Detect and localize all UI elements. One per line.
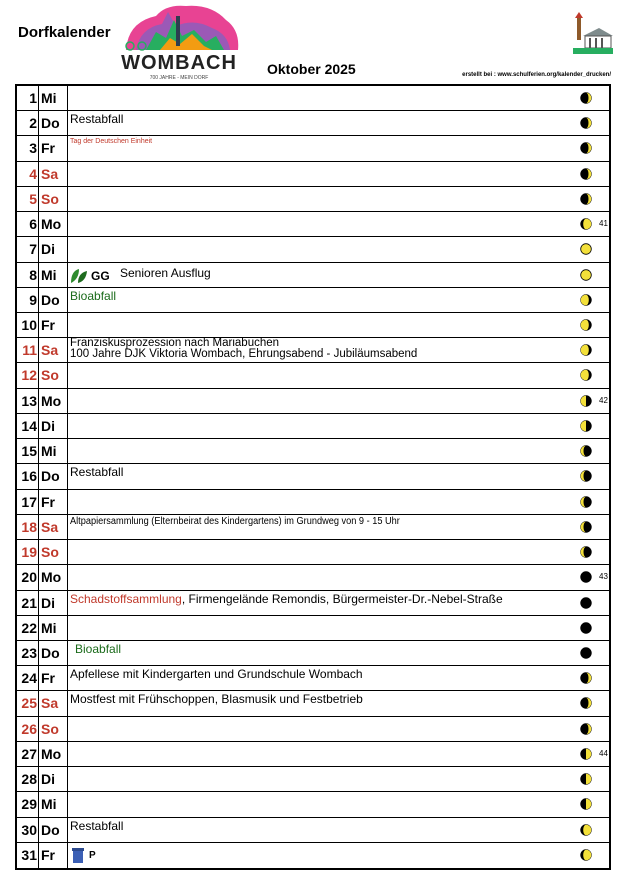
event-text: , Firmengelände Remondis, Bürgermeister-Dr.-Nebel-Straße (181, 591, 503, 606)
weekday-label: Sa (41, 165, 59, 182)
day-number: 24 (21, 670, 37, 687)
restabfall-label: Restabfall (70, 465, 124, 480)
calendar-day-row (17, 666, 609, 691)
calendar-day-row (17, 565, 609, 590)
weekday-label: Sa (41, 342, 59, 359)
calendar-day-row (17, 363, 609, 388)
calendar-day-row (17, 237, 609, 262)
day-number: 21 (21, 594, 37, 611)
weekday-label: Do (41, 291, 60, 308)
weekday-label: Sa (41, 518, 59, 535)
day-number: 4 (29, 165, 37, 182)
day-number: 5 (29, 190, 37, 207)
weekday-label: Di (41, 771, 55, 788)
weekday-label: Fr (41, 317, 55, 334)
bin-label: P (89, 849, 96, 861)
calendar-day-row (17, 111, 609, 136)
month-label: Oktober 2025 (267, 61, 356, 77)
moon-phase-icon (580, 697, 592, 709)
wombach-logo (116, 2, 242, 84)
moon-phase-icon (580, 546, 592, 558)
moon-phase-icon (580, 571, 592, 583)
moon-phase-icon (580, 395, 592, 407)
calendar-day-row (17, 414, 609, 439)
logo-tagline: 700 JAHRE - MEIN DORF (149, 75, 209, 81)
day-number: 6 (29, 216, 37, 233)
calendar-day-row (17, 515, 609, 540)
bioabfall-label: Bioabfall (70, 288, 117, 303)
calendar-title: Dorfkalender (18, 24, 111, 41)
calendar-day-row (17, 818, 609, 843)
calendar-day-row (17, 767, 609, 792)
calendar-day-row (17, 843, 609, 868)
weekday-label: Di (41, 417, 55, 434)
day-number: 16 (21, 468, 37, 485)
week-number: 41 (599, 219, 608, 229)
event-text: Senioren Ausflug (120, 265, 211, 280)
weekday-label: Fr (41, 493, 55, 510)
restabfall-label: Restabfall (70, 818, 124, 833)
moon-phase-icon (580, 849, 592, 861)
calendar-day-row (17, 641, 609, 666)
moon-phase-icon (580, 92, 592, 104)
weekday-label: Do (41, 821, 60, 838)
moon-phase-icon (580, 470, 592, 482)
calendar-day-row (17, 616, 609, 641)
weekday-label: Mi (41, 796, 57, 813)
moon-phase-icon (580, 369, 592, 381)
day-number: 15 (21, 443, 37, 460)
calendar-day-row (17, 540, 609, 565)
moon-phase-icon (580, 168, 592, 180)
event-text: Mostfest mit Frühschoppen, Blasmusik und Festbetrieb (70, 692, 363, 707)
day-number: 25 (21, 695, 37, 712)
day-number: 9 (29, 291, 37, 308)
moon-phase-icon (580, 647, 592, 659)
restabfall-label: Restabfall (70, 112, 124, 127)
day-number: 18 (21, 518, 37, 535)
weekday-label: Mo (41, 745, 62, 762)
weekday-label: Mo (41, 216, 62, 233)
weekday-label: Mo (41, 569, 62, 586)
day-number: 23 (21, 644, 37, 661)
moon-phase-icon (580, 269, 592, 281)
day-number: 13 (21, 392, 37, 409)
day-number: 28 (21, 771, 37, 788)
weekday-label: Do (41, 468, 60, 485)
day-number: 27 (21, 745, 37, 762)
moon-phase-icon (580, 117, 592, 129)
gg-label: GG (91, 268, 110, 283)
calendar-day-row (17, 717, 609, 742)
weekday-label: Di (41, 241, 55, 258)
day-number: 12 (21, 367, 37, 384)
moon-phase-icon (580, 748, 592, 760)
day-number: 29 (21, 796, 37, 813)
moon-phase-icon (580, 597, 592, 609)
weekday-label: Mi (41, 90, 57, 106)
calendar-grid (15, 84, 611, 870)
calendar-day-row (17, 136, 609, 161)
moon-phase-icon (580, 142, 592, 154)
moon-phase-icon (580, 773, 592, 785)
paper-bin-icon (72, 848, 84, 866)
weekday-label: Mi (41, 266, 57, 283)
calendar-day-row (17, 212, 609, 237)
moon-phase-icon (580, 672, 592, 684)
moon-phase-icon (580, 496, 592, 508)
weekday-label: Fr (41, 670, 55, 687)
moon-phase-icon (580, 319, 592, 331)
moon-phase-icon (580, 344, 592, 356)
moon-phase-icon (580, 243, 592, 255)
event-text: Apfellese mit Kindergarten und Grundschule Wombach (70, 667, 363, 682)
moon-phase-icon (580, 218, 592, 230)
weekday-label: Mo (41, 392, 62, 409)
moon-phase-icon (580, 193, 592, 205)
day-number: 11 (22, 342, 37, 359)
day-number: 22 (21, 619, 37, 636)
calendar-day-row (17, 162, 609, 187)
day-number: 26 (21, 720, 37, 737)
calendar-day-row (17, 591, 609, 616)
day-number: 3 (29, 140, 37, 157)
moon-phase-icon (580, 622, 592, 634)
day-number: 19 (21, 544, 37, 561)
weekday-label: Fr (41, 846, 55, 863)
day-number: 7 (29, 241, 37, 258)
calendar-day-row (17, 86, 609, 111)
week-number: 42 (599, 395, 608, 405)
weekday-label: So (41, 544, 59, 561)
weekday-label: Mi (41, 443, 57, 460)
moon-phase-icon (580, 294, 592, 306)
calendar-day-row (17, 338, 609, 363)
event-text: Franziskusprozession nach Mariabuchen (70, 337, 280, 350)
moon-phase-icon (580, 445, 592, 457)
calendar-day-row (17, 464, 609, 489)
weekday-label: Sa (41, 695, 59, 712)
calendar-day-row (17, 187, 609, 212)
weekday-label: Do (41, 644, 60, 661)
calendar-day-row (17, 490, 609, 515)
day-number: 17 (21, 493, 37, 510)
day-number: 31 (21, 846, 37, 863)
day-number: 30 (21, 821, 37, 838)
weekday-label: Do (41, 115, 60, 132)
moon-phase-icon (580, 798, 592, 810)
day-number: 14 (21, 417, 37, 434)
credit-link[interactable]: erstellt bei : www.schulferien.org/kalender_drucken/ (462, 72, 611, 78)
event-text: Altpapiersammlung (Elternbeirat des Kindergartens) im Grundweg von 9 - 15 Uhr (70, 515, 400, 527)
weekday-label: So (41, 367, 59, 384)
calendar-day-row (17, 691, 609, 716)
leaf-icon (70, 268, 88, 287)
event-text: 100 Jahre DJK Viktoria Wombach, Ehrungsabend - Jubiläumsabend (70, 348, 418, 361)
weekday-label: So (41, 720, 59, 737)
moon-phase-icon (580, 723, 592, 735)
calendar-day-row (17, 439, 609, 464)
day-number: 10 (21, 317, 37, 334)
calendar-day-row (17, 792, 609, 817)
logo-wordmark: WOMBACH (121, 52, 237, 74)
day-number: 1 (29, 90, 37, 106)
day-number: 8 (29, 266, 37, 283)
calendar-day-row (17, 313, 609, 338)
calendar-day-row (17, 389, 609, 414)
weekday-label: Di (41, 594, 55, 611)
calendar-day-row (17, 742, 609, 767)
day-number: 20 (21, 569, 37, 586)
logo-graphic (116, 2, 242, 52)
calendar-day-row (17, 263, 609, 288)
week-number: 44 (599, 748, 608, 758)
holiday-label: Tag der Deutschen Einheit (70, 138, 153, 146)
moon-phase-icon (580, 824, 592, 836)
calendar-day-row (17, 288, 609, 313)
weekday-label: Fr (41, 140, 55, 157)
event-line (70, 592, 503, 606)
bioabfall-label: Bioabfall (75, 641, 122, 656)
week-number: 43 (599, 572, 608, 582)
weekday-label: Mi (41, 619, 57, 636)
moon-phase-icon (580, 521, 592, 533)
day-number: 2 (29, 115, 37, 132)
weekday-label: So (41, 190, 59, 207)
church-icon (569, 12, 613, 58)
moon-phase-icon (580, 420, 592, 432)
event-highlight: Schadstoffsammlung (70, 591, 182, 606)
